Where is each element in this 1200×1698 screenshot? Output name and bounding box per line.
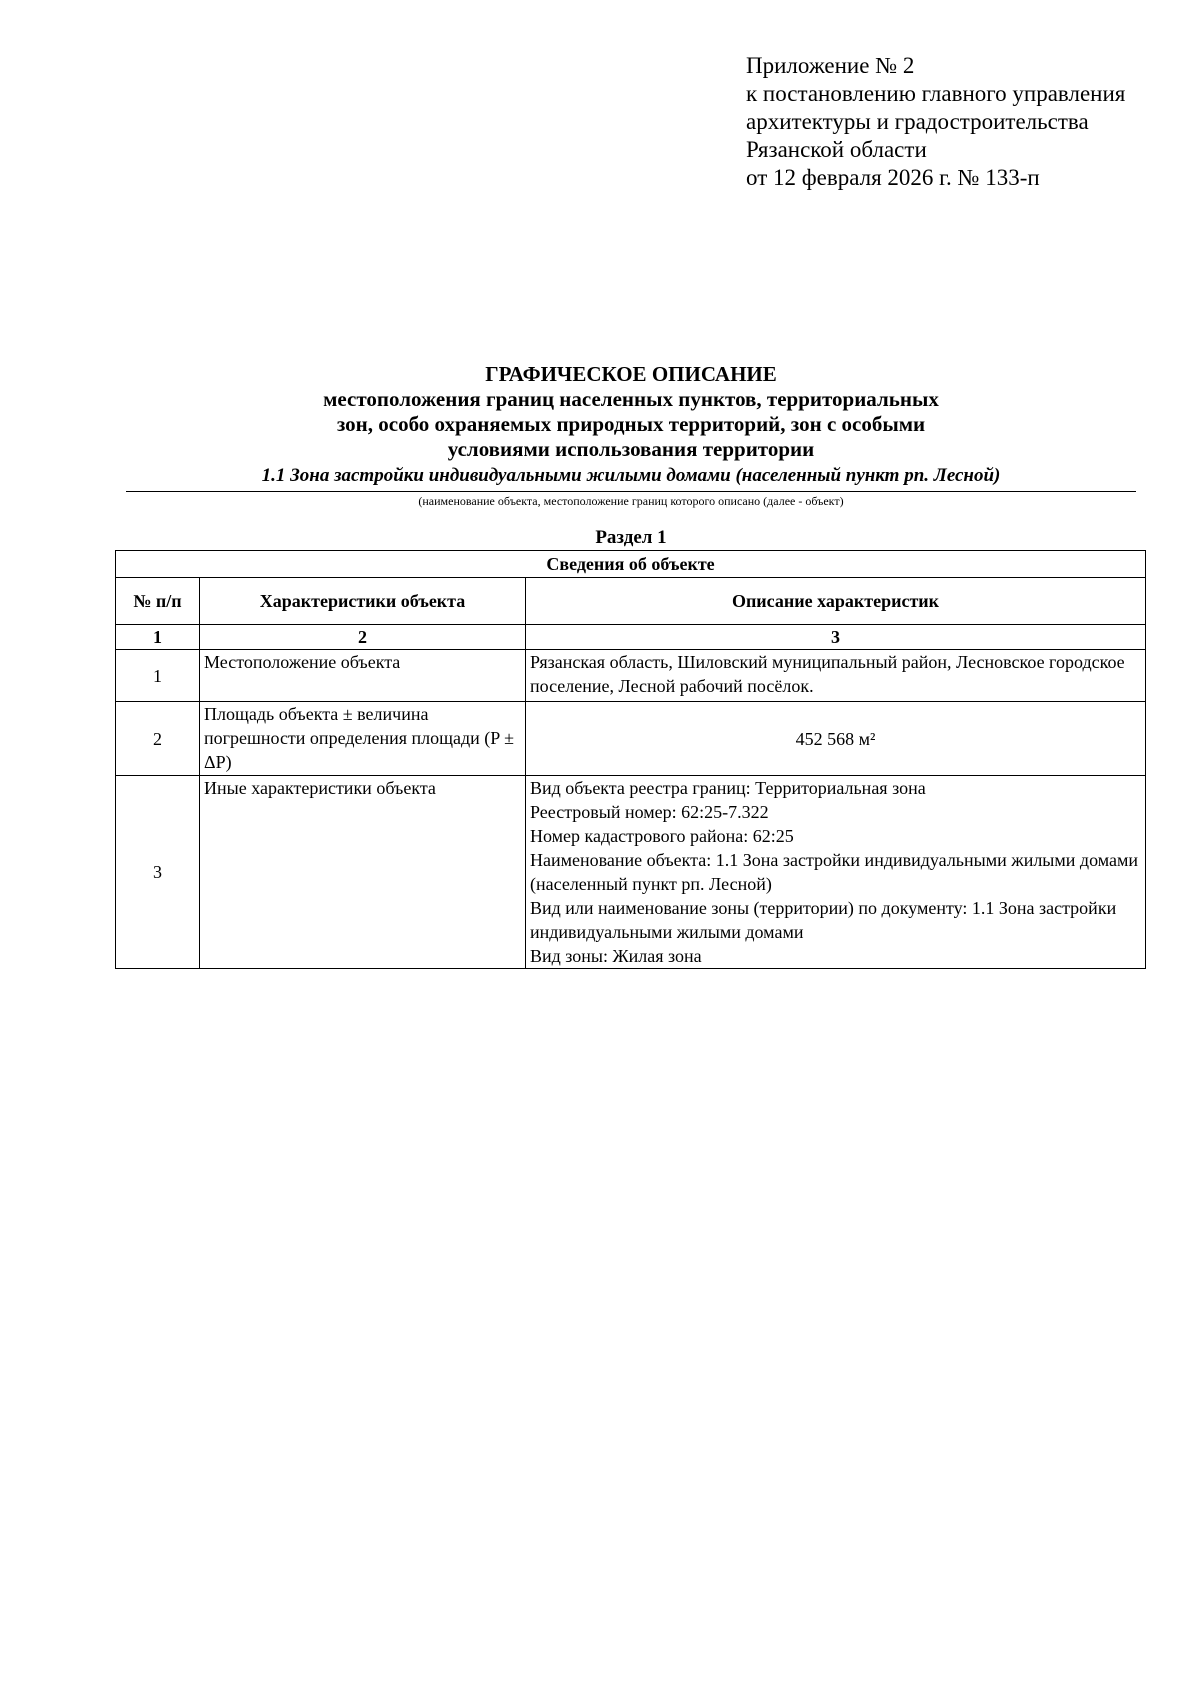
appendix-line: архитектуры и градостроительства — [746, 109, 1089, 134]
row-description — [526, 702, 1146, 776]
row-characteristic: Иные характеристики объекта — [200, 776, 526, 969]
row-characteristic: Площадь объекта ± величина погрешности определения площади (P ± ΔP) — [200, 702, 526, 776]
row-description — [526, 650, 1146, 702]
table-header-row — [116, 578, 1146, 625]
document-title — [126, 362, 1136, 462]
table-caption: Сведения об объекте — [116, 551, 1146, 578]
appendix-line: Приложение № 2 — [746, 53, 915, 78]
table-row — [116, 702, 1146, 776]
table-row — [116, 650, 1146, 702]
appendix-line: к постановлению главного управления — [746, 81, 1126, 106]
title-main: ГРАФИЧЕСКОЕ ОПИСАНИЕ — [485, 362, 777, 386]
column-number-row — [116, 625, 1146, 650]
description-line: Реестровый номер: 62:25-7.322 — [530, 802, 769, 822]
table-row — [116, 776, 1146, 969]
description-line: Номер кадастрового района: 62:25 — [530, 826, 794, 846]
section-title: Раздел 1 — [595, 527, 667, 548]
row-number: 1 — [116, 650, 200, 702]
area-value: 452 568 м² — [795, 728, 876, 749]
appendix-line: от 12 февраля 2026 г. № 133-п — [746, 165, 1040, 190]
appendix-block — [746, 52, 1125, 192]
appendix-line: Рязанской области — [746, 137, 927, 162]
description-line: Вид или наименование зоны (территории) по документу: 1.1 Зона застройки индивидуальными жилыми домами — [530, 898, 1117, 942]
title-subline: условиями использования территории — [447, 437, 815, 461]
row-description — [526, 776, 1146, 969]
header-description: Описание характеристик — [526, 578, 1146, 625]
header-number: № п/п — [116, 578, 200, 625]
object-name-underline — [126, 491, 1136, 492]
column-number: 3 — [526, 625, 1146, 650]
title-subline: зон, особо охраняемых природных территорий, зон с особыми — [336, 412, 926, 436]
row-characteristic: Местоположение объекта — [200, 650, 526, 702]
object-caption: (наименование объекта, местоположение границ которого описано (далее - объект) — [418, 494, 844, 508]
header-characteristic: Характеристики объекта — [200, 578, 526, 625]
description-line: Вид зоны: Жилая зона — [530, 946, 702, 966]
object-name: 1.1 Зона застройки индивидуальными жилыми домами (населенный пункт рп. Лесной) — [261, 465, 1001, 486]
description-line: Вид объекта реестра границ: Территориальная зона — [530, 778, 926, 798]
title-subline: местоположения границ населенных пунктов, территориальных — [323, 387, 939, 411]
object-info-table — [115, 550, 1146, 969]
row-number: 3 — [116, 776, 200, 969]
column-number: 1 — [116, 625, 200, 650]
description-line: Наименование объекта: 1.1 Зона застройки индивидуальными жилыми домами (населенный пункт рп. Лесной) — [530, 850, 1139, 894]
column-number: 2 — [200, 625, 526, 650]
row-number: 2 — [116, 702, 200, 776]
description-line: Рязанская область, Шиловский муниципальный район, Лесновское городское поселение, Лесной рабочий посёлок. — [530, 652, 1125, 696]
